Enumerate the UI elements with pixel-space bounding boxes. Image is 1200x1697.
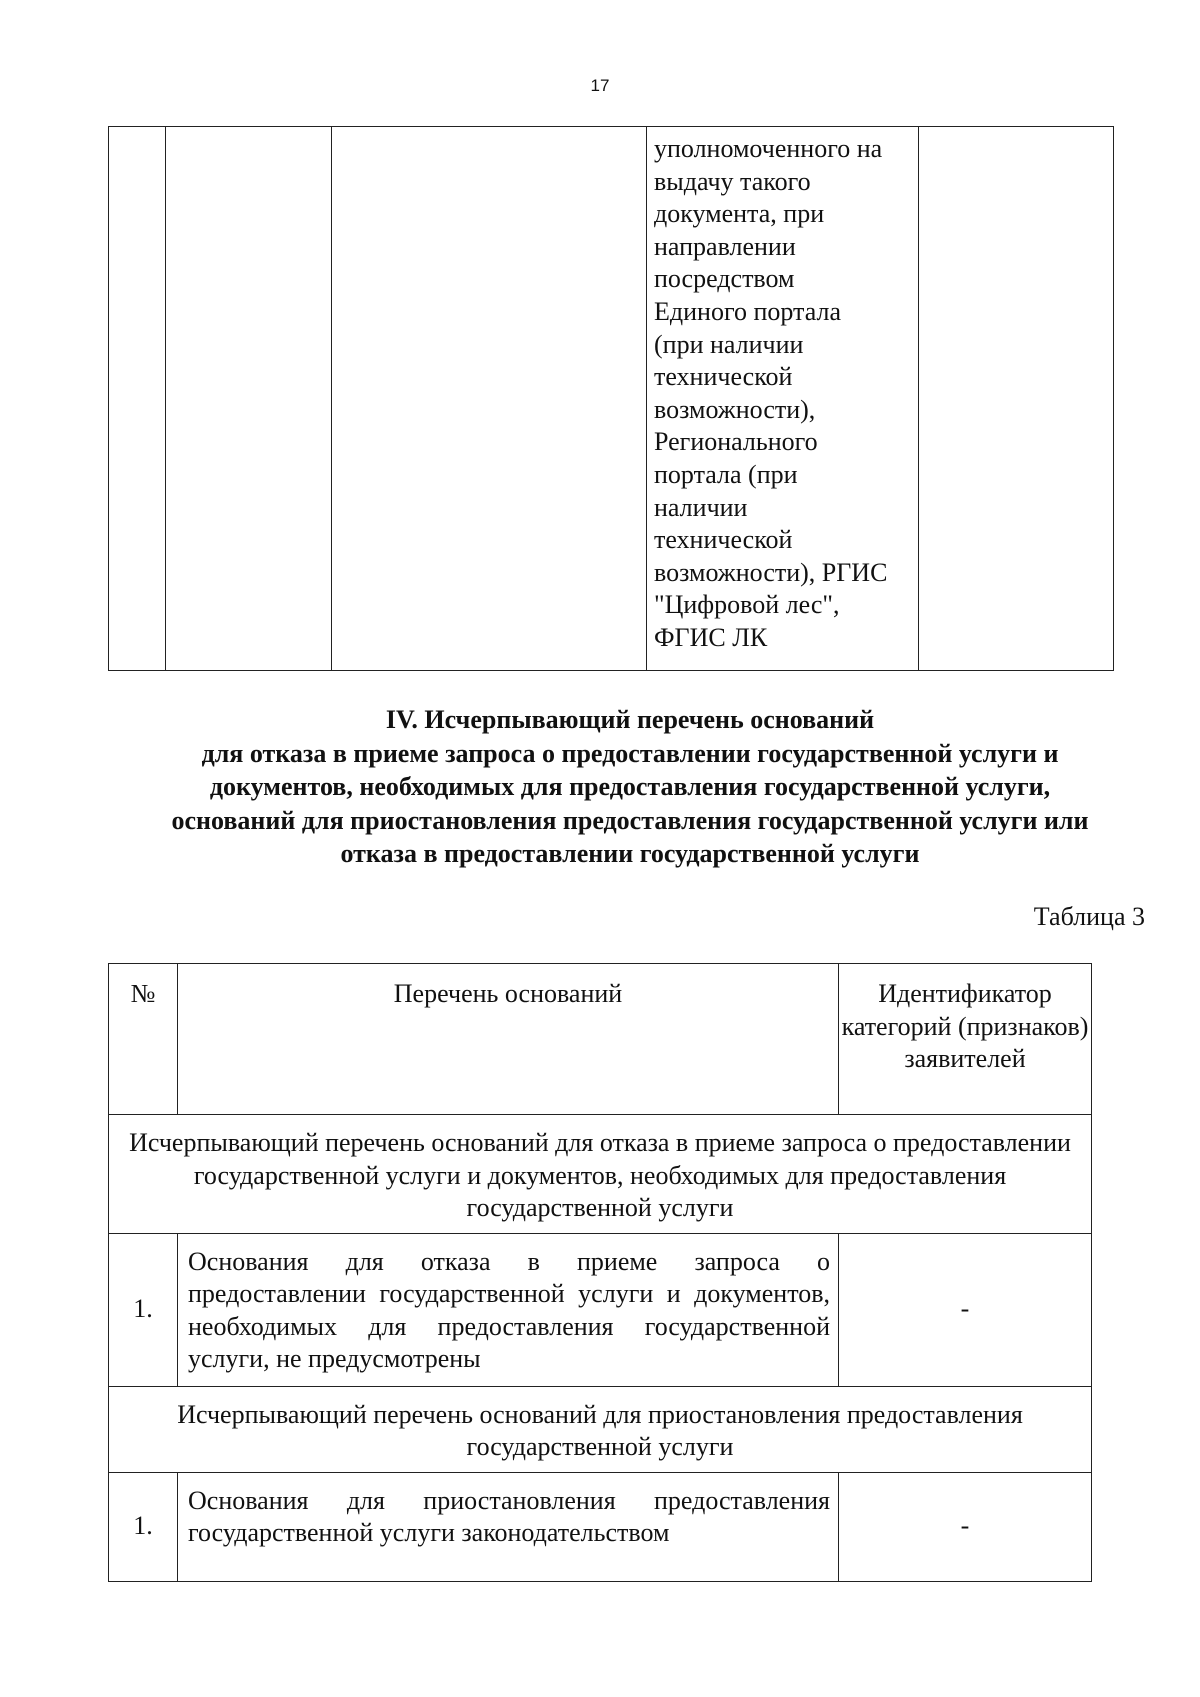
row-identifier: - [839,1233,1092,1386]
group-1-title: Исчерпывающий перечень оснований для отказа в приеме запроса о предоставлении государственной услуги и документов, необходимых для предоставления государственной услуги [109,1115,1092,1234]
row-text: Основания для приостановления предоставления государственной услуги законодательством [178,1472,839,1581]
header-row [109,964,1092,1115]
row-identifier: - [839,1472,1092,1581]
header-identifier: Идентификатор категорий (признаков) заявителей [839,964,1092,1115]
group-2-title-row [109,1386,1092,1472]
group-1-title-row [109,1115,1092,1234]
continuation-table [108,126,1114,671]
continuation-cell-3 [332,127,647,671]
continuation-cell-text: уполномоченного на выдачу такого документа, при направлении посредством Единого портала (при наличии технической возможности), Регионального портала (при наличии технической возможности), РГИС "Цифровой лес", ФГИС ЛК [647,127,919,671]
page-number: 17 [590,76,610,95]
table-label: Таблица 3 [1033,902,1145,931]
continuation-cell-5 [919,127,1114,671]
row-text: Основания для отказа в приеме запроса о предоставлении государственной услуги и документов, необходимых для предоставления государственной услуги, не предусмотрены [178,1233,839,1386]
row-number: 1. [109,1472,178,1581]
continuation-cell-1 [109,127,166,671]
header-num: № [109,964,178,1115]
header-reasons: Перечень оснований [178,964,839,1115]
group-2-title: Исчерпывающий перечень оснований для приостановления предоставления государственной услуги [109,1386,1092,1472]
table-row [109,1233,1092,1386]
section-title: IV. Исчерпывающий перечень оснований для отказа в приеме запроса о предоставлении государственной услуги и документов, необходимых для предоставления государственной услуги, оснований для приостановления предоставления государственной услуги или отказа в предоставлении государственной услуги [171,705,1089,868]
table-row [109,1472,1092,1581]
row-number: 1. [109,1233,178,1386]
continuation-cell-2 [166,127,332,671]
grounds-table [108,963,1092,1582]
